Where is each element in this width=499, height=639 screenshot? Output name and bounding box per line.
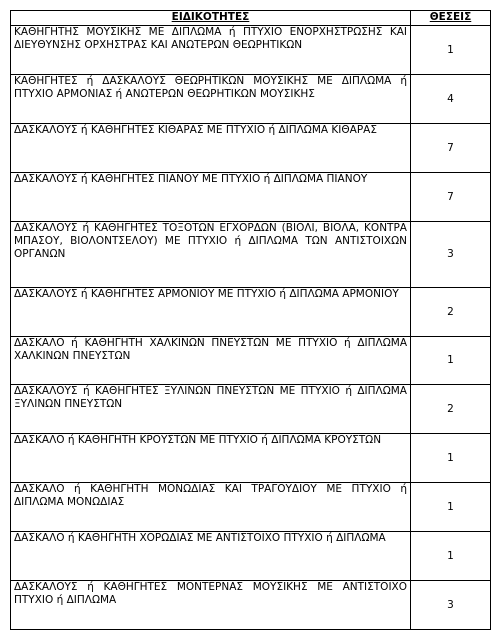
positions-cell: 1 <box>411 483 491 532</box>
positions-table <box>10 10 491 630</box>
positions-cell: 1 <box>411 532 491 581</box>
specialty-cell: ΔΑΣΚΑΛΟ ή ΚΑΘΗΓΗΤΗ ΧΟΡΩΔΙΑΣ ΜΕ ΑΝΤΙΣΤΟΙΧΟ ΠΤΥΧΙΟ ή ΔΙΠΛΩΜΑ <box>11 532 411 581</box>
specialty-cell: ΚΑΘΗΓΗΤΗΣ ΜΟΥΣΙΚΗΣ ΜΕ ΔΙΠΛΩΜΑ ή ΠΤΥΧΙΟ ΕΝΟΡΧΗΣΤΡΩΣΗΣ ΚΑΙ ΔΙΕΥΘΥΝΣΗΣ ΟΡΧΗΣΤΡΑΣ ΚΑΙ ΑΝΩΤΕΡΩΝ ΘΕΩΡΗΤΙΚΩΝ <box>11 26 411 75</box>
table-row <box>11 483 491 532</box>
specialty-cell: ΔΑΣΚΑΛΟ ή ΚΑΘΗΓΗΤΗ ΧΑΛΚΙΝΩΝ ΠΝΕΥΣΤΩΝ ΜΕ ΠΤΥΧΙΟ ή ΔΙΠΛΩΜΑ ΧΑΛΚΙΝΩΝ ΠΝΕΥΣΤΩΝ <box>11 337 411 385</box>
header-row <box>11 11 491 26</box>
positions-cell: 1 <box>411 337 491 385</box>
table-row <box>11 26 491 75</box>
table-row <box>11 124 491 173</box>
specialty-cell: ΔΑΣΚΑΛΟΥΣ ή ΚΑΘΗΓΗΤΕΣ ΚΙΘΑΡΑΣ ΜΕ ΠΤΥΧΙΟ ή ΔΙΠΛΩΜΑ ΚΙΘΑΡΑΣ <box>11 124 411 173</box>
table-row <box>11 581 491 630</box>
positions-cell: 4 <box>411 75 491 124</box>
header-specialties: ΕΙΔΙΚΟΤΗΤΕΣ <box>11 11 411 26</box>
specialty-cell: ΔΑΣΚΑΛΟΥΣ ή ΚΑΘΗΓΗΤΕΣ ΠΙΑΝΟΥ ΜΕ ΠΤΥΧΙΟ ή ΔΙΠΛΩΜΑ ΠΙΑΝΟΥ <box>11 173 411 222</box>
header-positions: ΘΕΣΕΙΣ <box>411 11 491 26</box>
specialty-cell: ΚΑΘΗΓΗΤΕΣ ή ΔΑΣΚΑΛΟΥΣ ΘΕΩΡΗΤΙΚΩΝ ΜΟΥΣΙΚΗΣ ΜΕ ΔΙΠΛΩΜΑ ή ΠΤΥΧΙΟ ΑΡΜΟΝΙΑΣ ή ΑΝΩΤΕΡΩΝ ΘΕΩΡΗΤΙΚΩΝ ΜΟΥΣΙΚΗΣ <box>11 75 411 124</box>
positions-cell: 3 <box>411 581 491 630</box>
positions-cell: 7 <box>411 124 491 173</box>
specialty-cell: ΔΑΣΚΑΛΟΥΣ ή ΚΑΘΗΓΗΤΕΣ ΑΡΜΟΝΙΟΥ ΜΕ ΠΤΥΧΙΟ ή ΔΙΠΛΩΜΑ ΑΡΜΟΝΙΟΥ <box>11 288 411 337</box>
positions-cell: 7 <box>411 173 491 222</box>
table-header <box>11 11 491 26</box>
table-row <box>11 337 491 385</box>
positions-cell: 1 <box>411 434 491 483</box>
table-row <box>11 75 491 124</box>
specialty-cell: ΔΑΣΚΑΛΟΥΣ ή ΚΑΘΗΓΗΤΕΣ ΤΟΞΟΤΩΝ ΕΓΧΟΡΔΩΝ (ΒΙΟΛΙ, ΒΙΟΛΑ, ΚΟΝΤΡΑ ΜΠΑΣΟΥ, ΒΙΟΛΟΝΤΣΕΛΟΥ) ΜΕ ΠΤΥΧΙΟ ή ΔΙΠΛΩΜΑ ΤΩΝ ΑΝΤΙΣΤΟΙΧΩΝ ΟΡΓΑΝΩΝ <box>11 222 411 288</box>
specialty-cell: ΔΑΣΚΑΛΟΥΣ ή ΚΑΘΗΓΗΤΕΣ ΞΥΛΙΝΩΝ ΠΝΕΥΣΤΩΝ ΜΕ ΠΤΥΧΙΟ ή ΔΙΠΛΩΜΑ ΞΥΛΙΝΩΝ ΠΝΕΥΣΤΩΝ <box>11 385 411 434</box>
positions-cell: 1 <box>411 26 491 75</box>
positions-cell: 3 <box>411 222 491 288</box>
table-row <box>11 434 491 483</box>
table-row <box>11 532 491 581</box>
specialty-cell: ΔΑΣΚΑΛΟΥΣ ή ΚΑΘΗΓΗΤΕΣ ΜΟΝΤΕΡΝΑΣ ΜΟΥΣΙΚΗΣ ΜΕ ΑΝΤΙΣΤΟΙΧΟ ΠΤΥΧΙΟ ή ΔΙΠΛΩΜΑ <box>11 581 411 630</box>
specialty-cell: ΔΑΣΚΑΛΟ ή ΚΑΘΗΓΗΤΗ ΜΟΝΩΔΙΑΣ ΚΑΙ ΤΡΑΓΟΥΔΙΟΥ ΜΕ ΠΤΥΧΙΟ ή ΔΙΠΛΩΜΑ ΜΟΝΩΔΙΑΣ <box>11 483 411 532</box>
positions-cell: 2 <box>411 288 491 337</box>
positions-cell: 2 <box>411 385 491 434</box>
table-row <box>11 288 491 337</box>
table-row <box>11 173 491 222</box>
table-row <box>11 222 491 288</box>
table-body <box>11 26 491 630</box>
table-row <box>11 385 491 434</box>
specialty-cell: ΔΑΣΚΑΛΟ ή ΚΑΘΗΓΗΤΗ ΚΡΟΥΣΤΩΝ ΜΕ ΠΤΥΧΙΟ ή ΔΙΠΛΩΜΑ ΚΡΟΥΣΤΩΝ <box>11 434 411 483</box>
